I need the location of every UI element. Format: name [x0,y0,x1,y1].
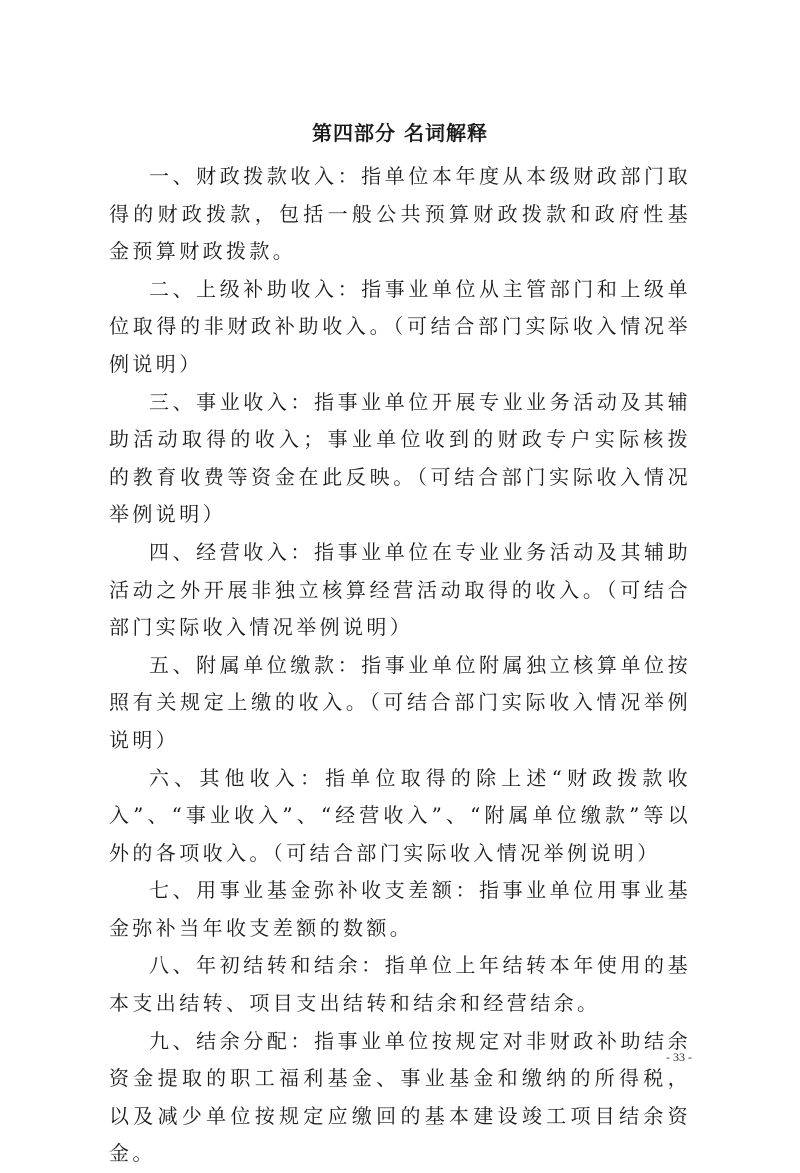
paragraph-1: 一、财政拨款收入：指单位本年度从本级财政部门取得的财政拨款，包括一般公共预算财政拨款和政府性基金预算财政拨款。 [109,164,691,264]
body-text [109,158,691,1173]
paragraph-4: 四、经营收入：指事业单位在专业业务活动及其辅助活动之外开展非独立核算经营活动取得的收入。（可结合部门实际收入情况举例说明） [109,539,691,640]
paragraph-9: 九、结余分配：指事业单位按规定对非财政补助结余资金提取的职工福利基金、事业基金和缴纳的所得税，以及减少单位按规定应缴回的基本建设竣工项目结余资金。 [109,1028,691,1166]
paragraph-2: 二、上级补助收入：指事业单位从主管部门和上级单位取得的非财政补助收入。（可结合部门实际收入情况举例说明） [109,276,691,376]
paragraph-7: 七、用事业基金弥补收支差额：指事业单位用事业基金弥补当年收支差额的数额。 [109,878,691,940]
paragraph-3: 三、事业收入：指事业单位开展专业业务活动及其辅助活动取得的收入；事业单位收到的财政专户实际核拨的教育收费等资金在此反映。（可结合部门实际收入情况举例说明） [109,389,691,527]
section-title: 第四部分 名词解释 [312,121,488,145]
paragraph-5: 五、附属单位缴款：指事业单位附属独立核算单位按照有关规定上缴的收入。（可结合部门实际收入情况举例说明） [109,652,691,752]
page-number: - 33 - [666,1050,692,1064]
paragraph-8: 八、年初结转和结余：指单位上年结转本年使用的基本支出结转、项目支出结转和结余和经营结余。 [109,953,691,1016]
paragraph-6: 六、其他收入：指单位取得的除上述“财政拨款收入”、“事业收入”、“经营收入”、“附属单位缴款”等以外的各项收入。（可结合部门实际收入情况举例说明） [109,765,691,865]
